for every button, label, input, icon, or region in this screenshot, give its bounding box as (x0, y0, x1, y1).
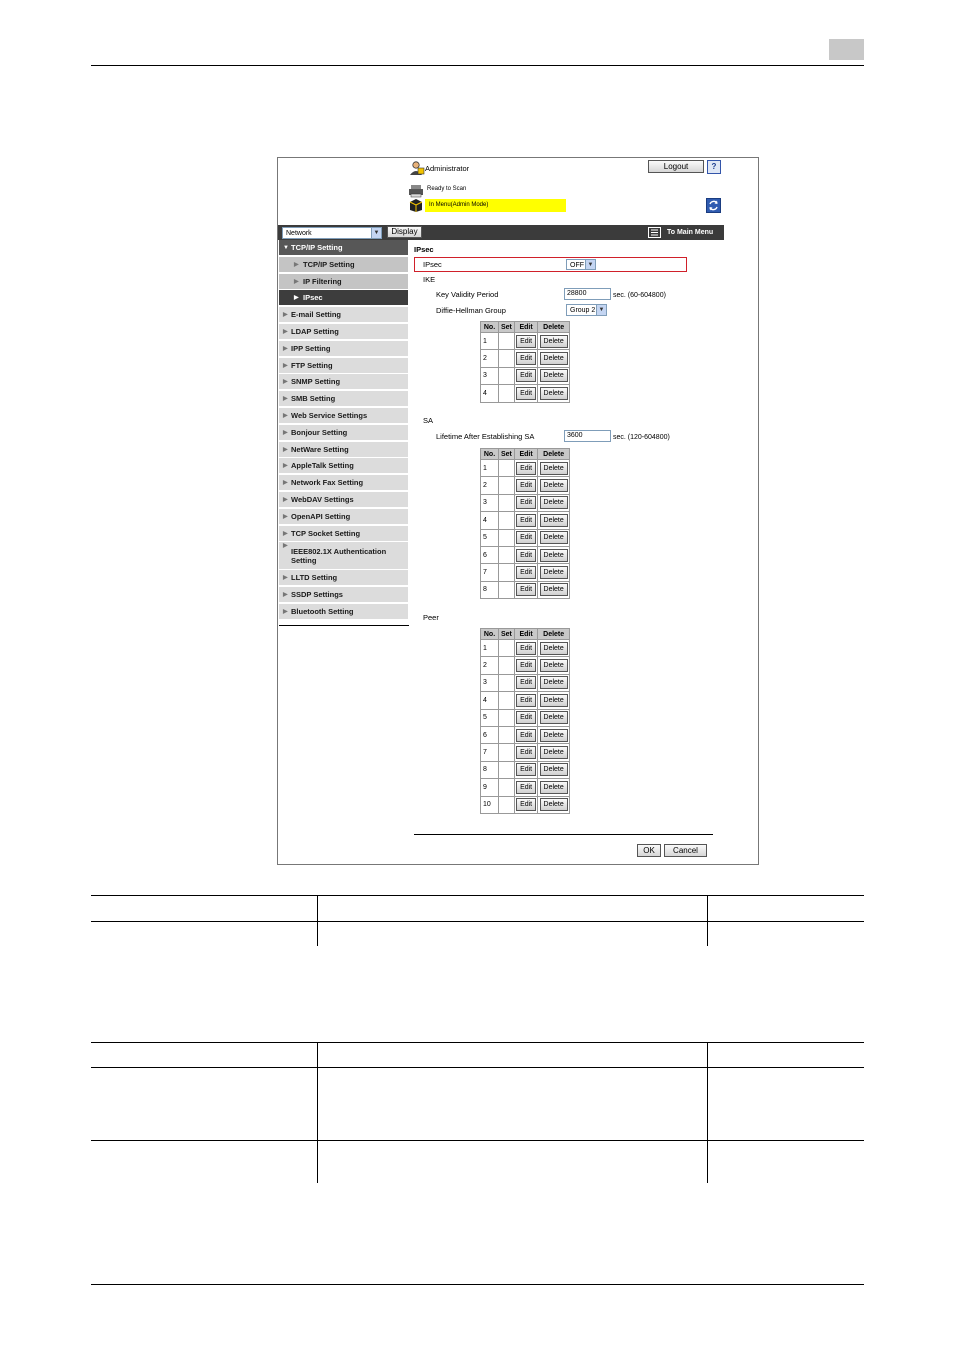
table-column-rule (707, 1042, 708, 1183)
sa-table-row (481, 529, 570, 546)
column-header: Set (499, 449, 515, 460)
edit-cell (514, 564, 537, 581)
set-cell (499, 657, 515, 674)
delete-button[interactable]: Delete (540, 462, 568, 475)
delete-cell (538, 692, 570, 709)
edit-button[interactable]: Edit (516, 583, 536, 596)
printer-status-icon (408, 184, 424, 198)
sa-table-row (481, 477, 570, 494)
page-bottom-rule (91, 1284, 864, 1285)
key-validity-unit: sec. (60-604800) (613, 292, 666, 299)
delete-cell (538, 333, 570, 350)
triangle-right-icon: ▶ (283, 575, 288, 582)
chevron-down-icon: ▼ (596, 305, 606, 315)
row-number: 3 (481, 367, 499, 384)
peer-table-row (481, 709, 570, 726)
set-cell (499, 529, 515, 546)
edit-button[interactable]: Edit (516, 566, 536, 579)
page-title: IPsec (414, 245, 434, 254)
triangle-right-icon: ▶ (283, 513, 288, 520)
refresh-icon[interactable] (706, 198, 721, 213)
ipsec-row (414, 257, 687, 272)
sidebar-item-label: LDAP Setting (291, 327, 339, 336)
ike-table-row (481, 385, 570, 402)
edit-cell (514, 494, 537, 511)
delete-button[interactable]: Delete (540, 763, 568, 776)
delete-button[interactable]: Delete (540, 729, 568, 742)
row-number: 4 (481, 512, 499, 529)
triangle-right-icon: ▶ (283, 497, 288, 503)
row-number: 3 (481, 674, 499, 691)
edit-button[interactable]: Edit (516, 531, 536, 544)
row-number: 5 (481, 709, 499, 726)
delete-button[interactable]: Delete (540, 676, 568, 689)
delete-button[interactable]: Delete (540, 514, 568, 527)
category-select-value: Network (286, 230, 312, 237)
edit-button[interactable]: Edit (516, 711, 536, 724)
sidebar-item[interactable] (279, 425, 408, 441)
set-cell (499, 796, 515, 813)
set-cell (499, 744, 515, 761)
column-header: Set (499, 322, 515, 333)
edit-cell (514, 779, 537, 796)
set-cell (499, 460, 515, 477)
column-header: Set (499, 629, 515, 640)
ike-table-row (481, 350, 570, 367)
edit-cell (514, 726, 537, 743)
delete-cell (538, 350, 570, 367)
sidebar-item[interactable] (279, 570, 408, 586)
edit-cell (514, 367, 537, 384)
dh-group-label: Diffie-Hellman Group (436, 306, 506, 315)
delete-button[interactable]: Delete (540, 387, 568, 400)
column-header: No. (481, 449, 499, 460)
delete-button[interactable]: Delete (540, 335, 568, 348)
edit-button[interactable]: Edit (516, 352, 536, 365)
column-header: Edit (514, 629, 537, 640)
sidebar-item-label: OpenAPI Setting (291, 511, 351, 521)
row-number: 6 (481, 726, 499, 743)
set-cell (499, 692, 515, 709)
sidebar-item-label: IEEE802.1X Authentication Setting (291, 547, 387, 566)
category-select[interactable] (282, 227, 382, 239)
row-number: 1 (481, 640, 499, 657)
delete-cell (538, 494, 570, 511)
edit-cell (514, 477, 537, 494)
set-cell (499, 385, 515, 402)
triangle-right-icon: ▶ (283, 446, 288, 453)
peer-table-row (481, 657, 570, 674)
row-number: 4 (481, 692, 499, 709)
sidebar-item-label: SSDP Settings (291, 590, 343, 600)
sidebar-item-label: Bonjour Setting (291, 427, 348, 437)
delete-button[interactable]: Delete (540, 352, 568, 365)
set-cell (499, 779, 515, 796)
set-cell (499, 477, 515, 494)
row-number: 2 (481, 657, 499, 674)
triangle-down-icon: ▼ (283, 245, 289, 251)
delete-button[interactable]: Delete (540, 694, 568, 707)
sidebar-item-label: Network Fax Setting (291, 478, 364, 488)
edit-cell (514, 674, 537, 691)
delete-cell (538, 512, 570, 529)
delete-button[interactable]: Delete (540, 781, 568, 794)
triangle-right-icon: ▶ (283, 345, 288, 352)
delete-cell (538, 657, 570, 674)
edit-button[interactable]: Edit (516, 335, 536, 348)
page-number-box (829, 39, 864, 60)
sidebar-item-label: NetWare Setting (291, 444, 349, 454)
row-number: 1 (481, 460, 499, 477)
ike-table-row (481, 333, 570, 350)
sidebar-item[interactable] (279, 587, 408, 603)
peer-table (480, 628, 570, 814)
table-header-row (481, 629, 570, 640)
column-header: Delete (538, 449, 570, 460)
sidebar-item[interactable] (279, 257, 408, 273)
delete-button[interactable]: Delete (540, 549, 568, 562)
table-rule (91, 895, 864, 896)
column-header: No. (481, 322, 499, 333)
triangle-right-icon: ▶ (283, 329, 288, 335)
edit-button[interactable]: Edit (516, 659, 536, 672)
row-number: 7 (481, 564, 499, 581)
peer-table-row (481, 692, 570, 709)
table-rule (91, 921, 864, 922)
set-cell (499, 674, 515, 691)
delete-cell (538, 726, 570, 743)
edit-button[interactable]: Edit (516, 781, 536, 794)
sidebar-item[interactable] (279, 542, 408, 570)
table-column-rule (707, 895, 708, 946)
sidebar-item[interactable] (279, 324, 408, 340)
sidebar-item[interactable] (279, 290, 408, 306)
set-cell (499, 512, 515, 529)
delete-cell (538, 460, 570, 477)
sidebar-item-label: TCP/IP Setting (303, 259, 355, 269)
set-cell (499, 333, 515, 350)
delete-cell (538, 546, 570, 563)
lifetime-unit: sec. (120-604800) (613, 434, 670, 441)
sidebar-item-label: LLTD Setting (291, 573, 338, 583)
logout-button[interactable]: Logout (648, 160, 704, 173)
table-rule (91, 1140, 864, 1141)
sidebar-bottom-rule (279, 625, 409, 626)
triangle-right-icon: ▶ (294, 295, 299, 302)
edit-cell (514, 581, 537, 598)
sa-table-row (481, 512, 570, 529)
set-cell (499, 640, 515, 657)
delete-cell (538, 581, 570, 598)
sidebar-item[interactable] (279, 307, 408, 323)
chevron-down-icon: ▼ (371, 228, 381, 238)
sidebar-item[interactable] (279, 240, 408, 256)
edit-cell (514, 640, 537, 657)
sa-table-row (481, 546, 570, 563)
triangle-right-icon: ▶ (283, 396, 288, 403)
help-button[interactable]: ? (707, 160, 721, 174)
column-header: No. (481, 629, 499, 640)
peer-table-row (481, 674, 570, 691)
edit-cell (514, 512, 537, 529)
delete-cell (538, 779, 570, 796)
cancel-button[interactable]: Cancel (664, 844, 707, 857)
edit-button[interactable]: Edit (516, 763, 536, 776)
peer-section-label: Peer (423, 613, 439, 622)
ipsec-select-value: OFF (570, 262, 584, 269)
sa-table-row (481, 581, 570, 598)
column-header: Delete (538, 322, 570, 333)
sidebar-item-label: E-mail Setting (291, 310, 342, 320)
row-number: 9 (481, 779, 499, 796)
table-rule (91, 1042, 864, 1043)
edit-button[interactable]: Edit (516, 676, 536, 689)
ipsec-select[interactable] (566, 259, 596, 270)
sidebar-item[interactable] (279, 358, 408, 374)
edit-button[interactable]: Edit (516, 462, 536, 475)
delete-button[interactable]: Delete (540, 496, 568, 509)
peer-table-row (481, 744, 570, 761)
sidebar-item[interactable] (279, 341, 408, 357)
set-cell (499, 494, 515, 511)
delete-button[interactable]: Delete (540, 642, 568, 655)
row-number: 8 (481, 581, 499, 598)
delete-cell (538, 796, 570, 813)
edit-button[interactable]: Edit (516, 514, 536, 527)
triangle-right-icon: ▶ (283, 312, 288, 319)
edit-cell (514, 744, 537, 761)
row-number: 2 (481, 350, 499, 367)
triangle-right-icon: ▶ (294, 278, 299, 285)
sidebar-item-label: SMB Setting (291, 394, 336, 404)
edit-button[interactable]: Edit (516, 694, 536, 707)
sidebar-item[interactable] (279, 458, 408, 474)
triangle-right-icon: ▶ (283, 463, 288, 470)
sidebar-item[interactable] (279, 526, 408, 542)
display-button[interactable]: Display (387, 226, 422, 238)
edit-cell (514, 333, 537, 350)
ipsec-label: IPsec (423, 260, 442, 269)
sidebar-item-label: IPsec (303, 293, 323, 303)
table-column-rule (317, 1042, 318, 1183)
sidebar-item[interactable] (279, 475, 408, 491)
row-number: 3 (481, 494, 499, 511)
administrator-icon (409, 161, 425, 175)
sidebar-item[interactable] (279, 604, 408, 620)
sa-section-label: SA (423, 416, 434, 425)
column-header: Delete (538, 629, 570, 640)
ok-button[interactable]: OK (637, 844, 661, 857)
sidebar-item-label: SNMP Setting (291, 377, 341, 387)
status-mode-text: In Menu(Admin Mode) (425, 199, 566, 212)
triangle-right-icon: ▶ (283, 413, 288, 419)
main-menu-icon (648, 227, 661, 238)
sa-table (480, 448, 570, 599)
sa-table-row (481, 564, 570, 581)
sidebar-item-label: Bluetooth Setting (291, 607, 354, 616)
edit-cell (514, 546, 537, 563)
sidebar-item[interactable] (279, 442, 408, 458)
sidebar-item-label: AppleTalk Setting (291, 461, 354, 471)
sidebar-item[interactable] (279, 274, 408, 290)
lifetime-input[interactable]: 3600 (564, 430, 611, 442)
delete-button[interactable]: Delete (540, 583, 568, 596)
key-validity-label: Key Validity Period (436, 290, 499, 299)
row-number: 10 (481, 796, 499, 813)
main-menu-link[interactable]: To Main Menu (667, 229, 714, 236)
edit-button[interactable]: Edit (516, 798, 536, 811)
triangle-right-icon: ▶ (283, 530, 288, 537)
sidebar-item-label: IPP Setting (291, 343, 331, 353)
edit-cell (514, 350, 537, 367)
delete-cell (538, 529, 570, 546)
edit-button[interactable]: Edit (516, 729, 536, 742)
table-rule (91, 1067, 864, 1068)
sidebar-item-label: WebDAV Settings (291, 495, 354, 504)
administrator-label: Administrator (425, 164, 470, 173)
set-cell (499, 564, 515, 581)
row-number: 2 (481, 477, 499, 494)
sidebar-item-label: TCP Socket Setting (291, 528, 361, 538)
table-header-row (481, 449, 570, 460)
delete-cell (538, 761, 570, 778)
triangle-right-icon: ▶ (283, 379, 288, 386)
sa-table-row (481, 494, 570, 511)
set-cell (499, 350, 515, 367)
peer-table-row (481, 726, 570, 743)
delete-cell (538, 674, 570, 691)
sidebar-item-label: IP Filtering (303, 276, 342, 286)
edit-cell (514, 460, 537, 477)
triangle-right-icon: ▶ (283, 429, 288, 436)
row-number: 8 (481, 761, 499, 778)
edit-cell (514, 709, 537, 726)
dh-group-select-value: Group 2 (570, 307, 596, 314)
delete-button[interactable]: Delete (540, 369, 568, 382)
peer-table-row (481, 796, 570, 813)
triangle-right-icon: ▶ (283, 362, 288, 369)
delete-button[interactable]: Delete (540, 659, 568, 672)
delete-button[interactable]: Delete (540, 798, 568, 811)
set-cell (499, 761, 515, 778)
triangle-right-icon: ▶ (283, 609, 288, 615)
delete-cell (538, 477, 570, 494)
delete-cell (538, 367, 570, 384)
column-header: Edit (514, 449, 537, 460)
triangle-right-icon: ▶ (283, 480, 288, 487)
peer-table-row (481, 640, 570, 657)
edit-cell (514, 529, 537, 546)
delete-cell (538, 564, 570, 581)
set-cell (499, 546, 515, 563)
column-header: Edit (514, 322, 537, 333)
triangle-right-icon: ▶ (294, 261, 299, 268)
edit-button[interactable]: Edit (516, 746, 536, 759)
triangle-right-icon: ▶ (283, 592, 288, 599)
delete-cell (538, 385, 570, 402)
page-top-rule (91, 65, 864, 66)
dh-group-select[interactable] (566, 304, 607, 316)
table-column-rule (317, 895, 318, 946)
set-cell (499, 726, 515, 743)
edit-button[interactable]: Edit (516, 496, 536, 509)
row-number: 1 (481, 333, 499, 350)
box-mode-icon (408, 198, 424, 212)
delete-button[interactable]: Delete (540, 479, 568, 492)
peer-table-row (481, 761, 570, 778)
ike-section-label: IKE (423, 275, 436, 284)
key-validity-input[interactable]: 28800 (564, 288, 611, 300)
set-cell (499, 709, 515, 726)
delete-button[interactable]: Delete (540, 531, 568, 544)
edit-button[interactable]: Edit (516, 369, 536, 382)
sidebar-item-label: Web Service Settings (291, 411, 368, 420)
edit-cell (514, 657, 537, 674)
row-number: 6 (481, 546, 499, 563)
edit-button[interactable]: Edit (516, 642, 536, 655)
ike-table (480, 321, 570, 403)
delete-cell (538, 744, 570, 761)
sidebar-item[interactable] (279, 509, 408, 525)
edit-button[interactable]: Edit (516, 549, 536, 562)
status-ready-text: Ready to Scan (427, 186, 467, 192)
set-cell (499, 581, 515, 598)
edit-cell (514, 796, 537, 813)
edit-cell (514, 692, 537, 709)
row-number: 7 (481, 744, 499, 761)
delete-button[interactable]: Delete (540, 711, 568, 724)
screenshot-window (277, 157, 759, 865)
chevron-down-icon: ▼ (585, 260, 595, 269)
sa-table-row (481, 460, 570, 477)
sidebar-menu (279, 240, 408, 626)
triangle-right-icon: ▶ (283, 543, 288, 550)
edit-button[interactable]: Edit (516, 479, 536, 492)
delete-button[interactable]: Delete (540, 746, 568, 759)
sidebar-item-label: TCP/IP Setting (291, 243, 343, 252)
sidebar-item[interactable] (279, 492, 408, 508)
row-number: 5 (481, 529, 499, 546)
edit-cell (514, 761, 537, 778)
set-cell (499, 367, 515, 384)
delete-cell (538, 709, 570, 726)
edit-cell (514, 385, 537, 402)
lifetime-label: Lifetime After Establishing SA (436, 432, 535, 441)
ike-table-row (481, 367, 570, 384)
delete-cell (538, 640, 570, 657)
sidebar-item-label: FTP Setting (291, 360, 333, 370)
table-header-row (481, 322, 570, 333)
edit-button[interactable]: Edit (516, 387, 536, 400)
peer-table-row (481, 779, 570, 796)
footer-divider (414, 834, 713, 835)
sidebar-item[interactable] (279, 374, 408, 390)
delete-button[interactable]: Delete (540, 566, 568, 579)
row-number: 4 (481, 385, 499, 402)
sidebar-item[interactable] (279, 408, 408, 424)
sidebar-item[interactable] (279, 391, 408, 407)
